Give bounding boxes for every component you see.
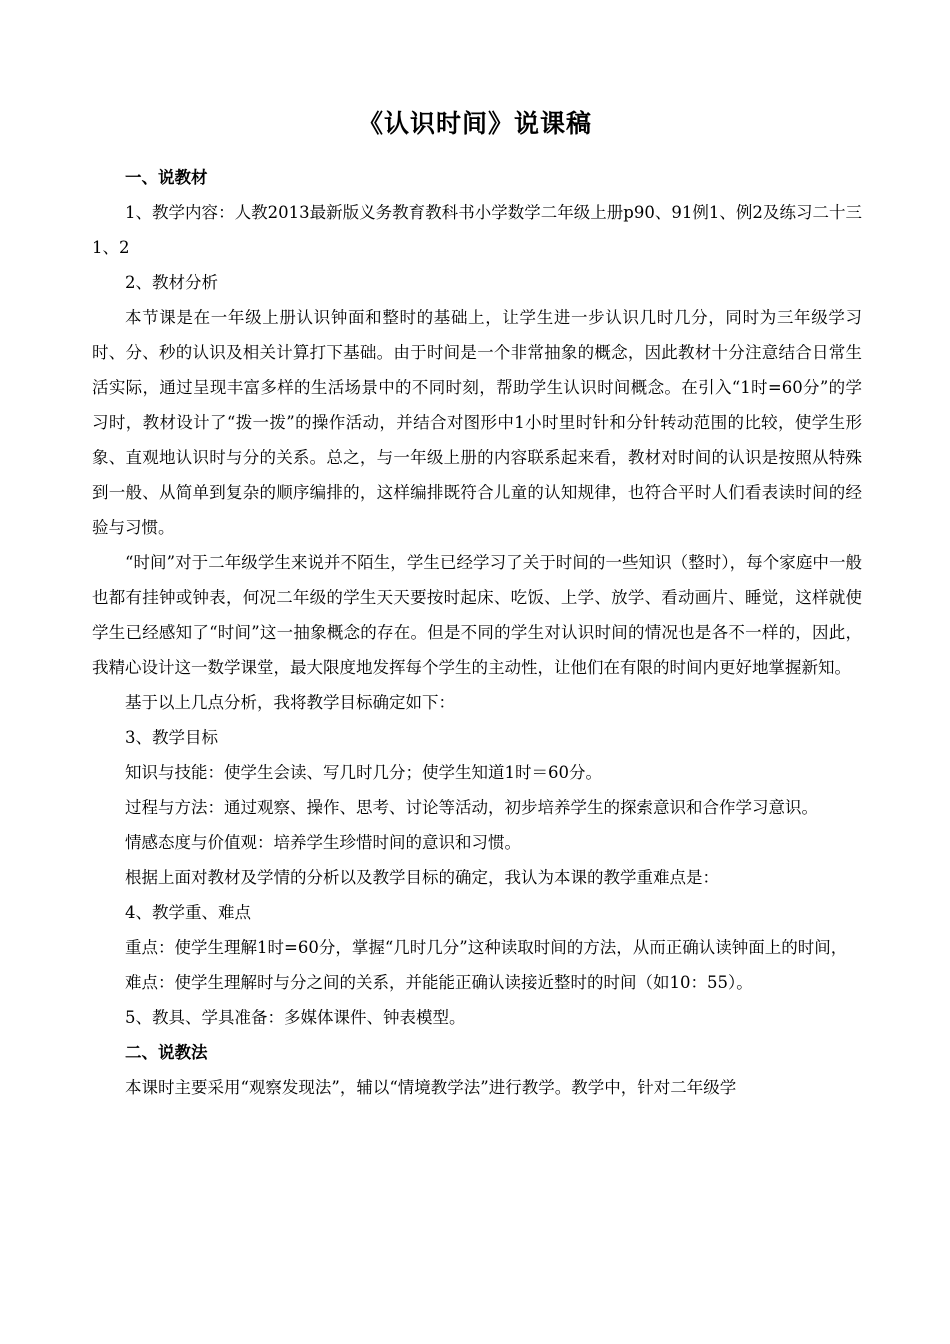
paragraph: 基于以上几点分析，我将教学目标确定如下： (125, 693, 455, 712)
document-body (92, 160, 862, 1105)
paragraph: 难点：使学生理解时与分之间的关系，并能能正确认读接近整时的时间（如10：55）。 (125, 973, 753, 992)
paragraph: 1、教学内容：人教2013最新版义务教育教科书小学数学二年级上册p90、91例1、例2及练习二十三1、2 (92, 203, 862, 257)
paragraph: 知识与技能：使学生会读、写几时几分；使学生知道1时＝60分。 (125, 763, 602, 782)
paragraph: 4、教学重、难点 (125, 903, 251, 922)
paragraph: 本节课是在一年级上册认识钟面和整时的基础上，让学生进一步认识几时几分，同时为三年级学习时、分、秒的认识及相关计算打下基础。由于时间是一个非常抽象的概念，因此教材十分注意结合日常生活实际，通过呈现丰富多样的生活场景中的不同时刻，帮助学生认识时间概念。在引入“1时=60分”的学习时，教材设计了“拨一拨”的操作活动，并结合对图形中1小时里时针和分针转动范围的比较，使学生形象、直观地认识时与分的关系。总之，与一年级上册的内容联系起来看，教材对时间的认识是按照从特殊到一般、从简单到复杂的顺序编排的，这样编排既符合儿童的认知规律，也符合平时人们看表读时间的经验与习惯。 (92, 308, 862, 537)
section-heading: 一、说教材 (125, 168, 208, 187)
paragraph: 5、教具、学具准备：多媒体课件、钟表模型。 (125, 1008, 466, 1027)
paragraph: 2、教材分析 (125, 273, 218, 292)
section-heading: 二、说教法 (125, 1043, 208, 1062)
paragraph: 3、教学目标 (125, 728, 218, 747)
document-title: 《认识时间》说课稿 (357, 109, 592, 138)
paragraph: 过程与方法：通过观察、操作、思考、讨论等活动，初步培养学生的探索意识和合作学习意识。 (125, 798, 818, 817)
paragraph: 重点：使学生理解1时=60分，掌握“几时几分”这种读取时间的方法，从而正确认读钟面上的时间， (125, 938, 848, 957)
paragraph: “时间”对于二年级学生来说并不陌生，学生已经学习了关于时间的一些知识（整时），每个家庭中一般也都有挂钟或钟表，何况二年级的学生天天要按时起床、吃饭、上学、放学、看动画片、睡觉，这样就使学生已经感知了“时间”这一抽象概念的存在。但是不同的学生对认识时间的情况也是各不一样的，因此，我精心设计这一数学课堂，最大限度地发挥每个学生的主动性，让他们在有限的时间内更好地掌握新知。 (92, 553, 862, 677)
paragraph: 情感态度与价值观：培养学生珍惜时间的意识和习惯。 (125, 833, 521, 852)
paragraph: 本课时主要采用“观察发现法”，辅以“情境教学法”进行教学。教学中，针对二年级学 (125, 1078, 737, 1097)
paragraph: 根据上面对教材及学情的分析以及教学目标的确定，我认为本课的教学重难点是： (125, 868, 719, 887)
